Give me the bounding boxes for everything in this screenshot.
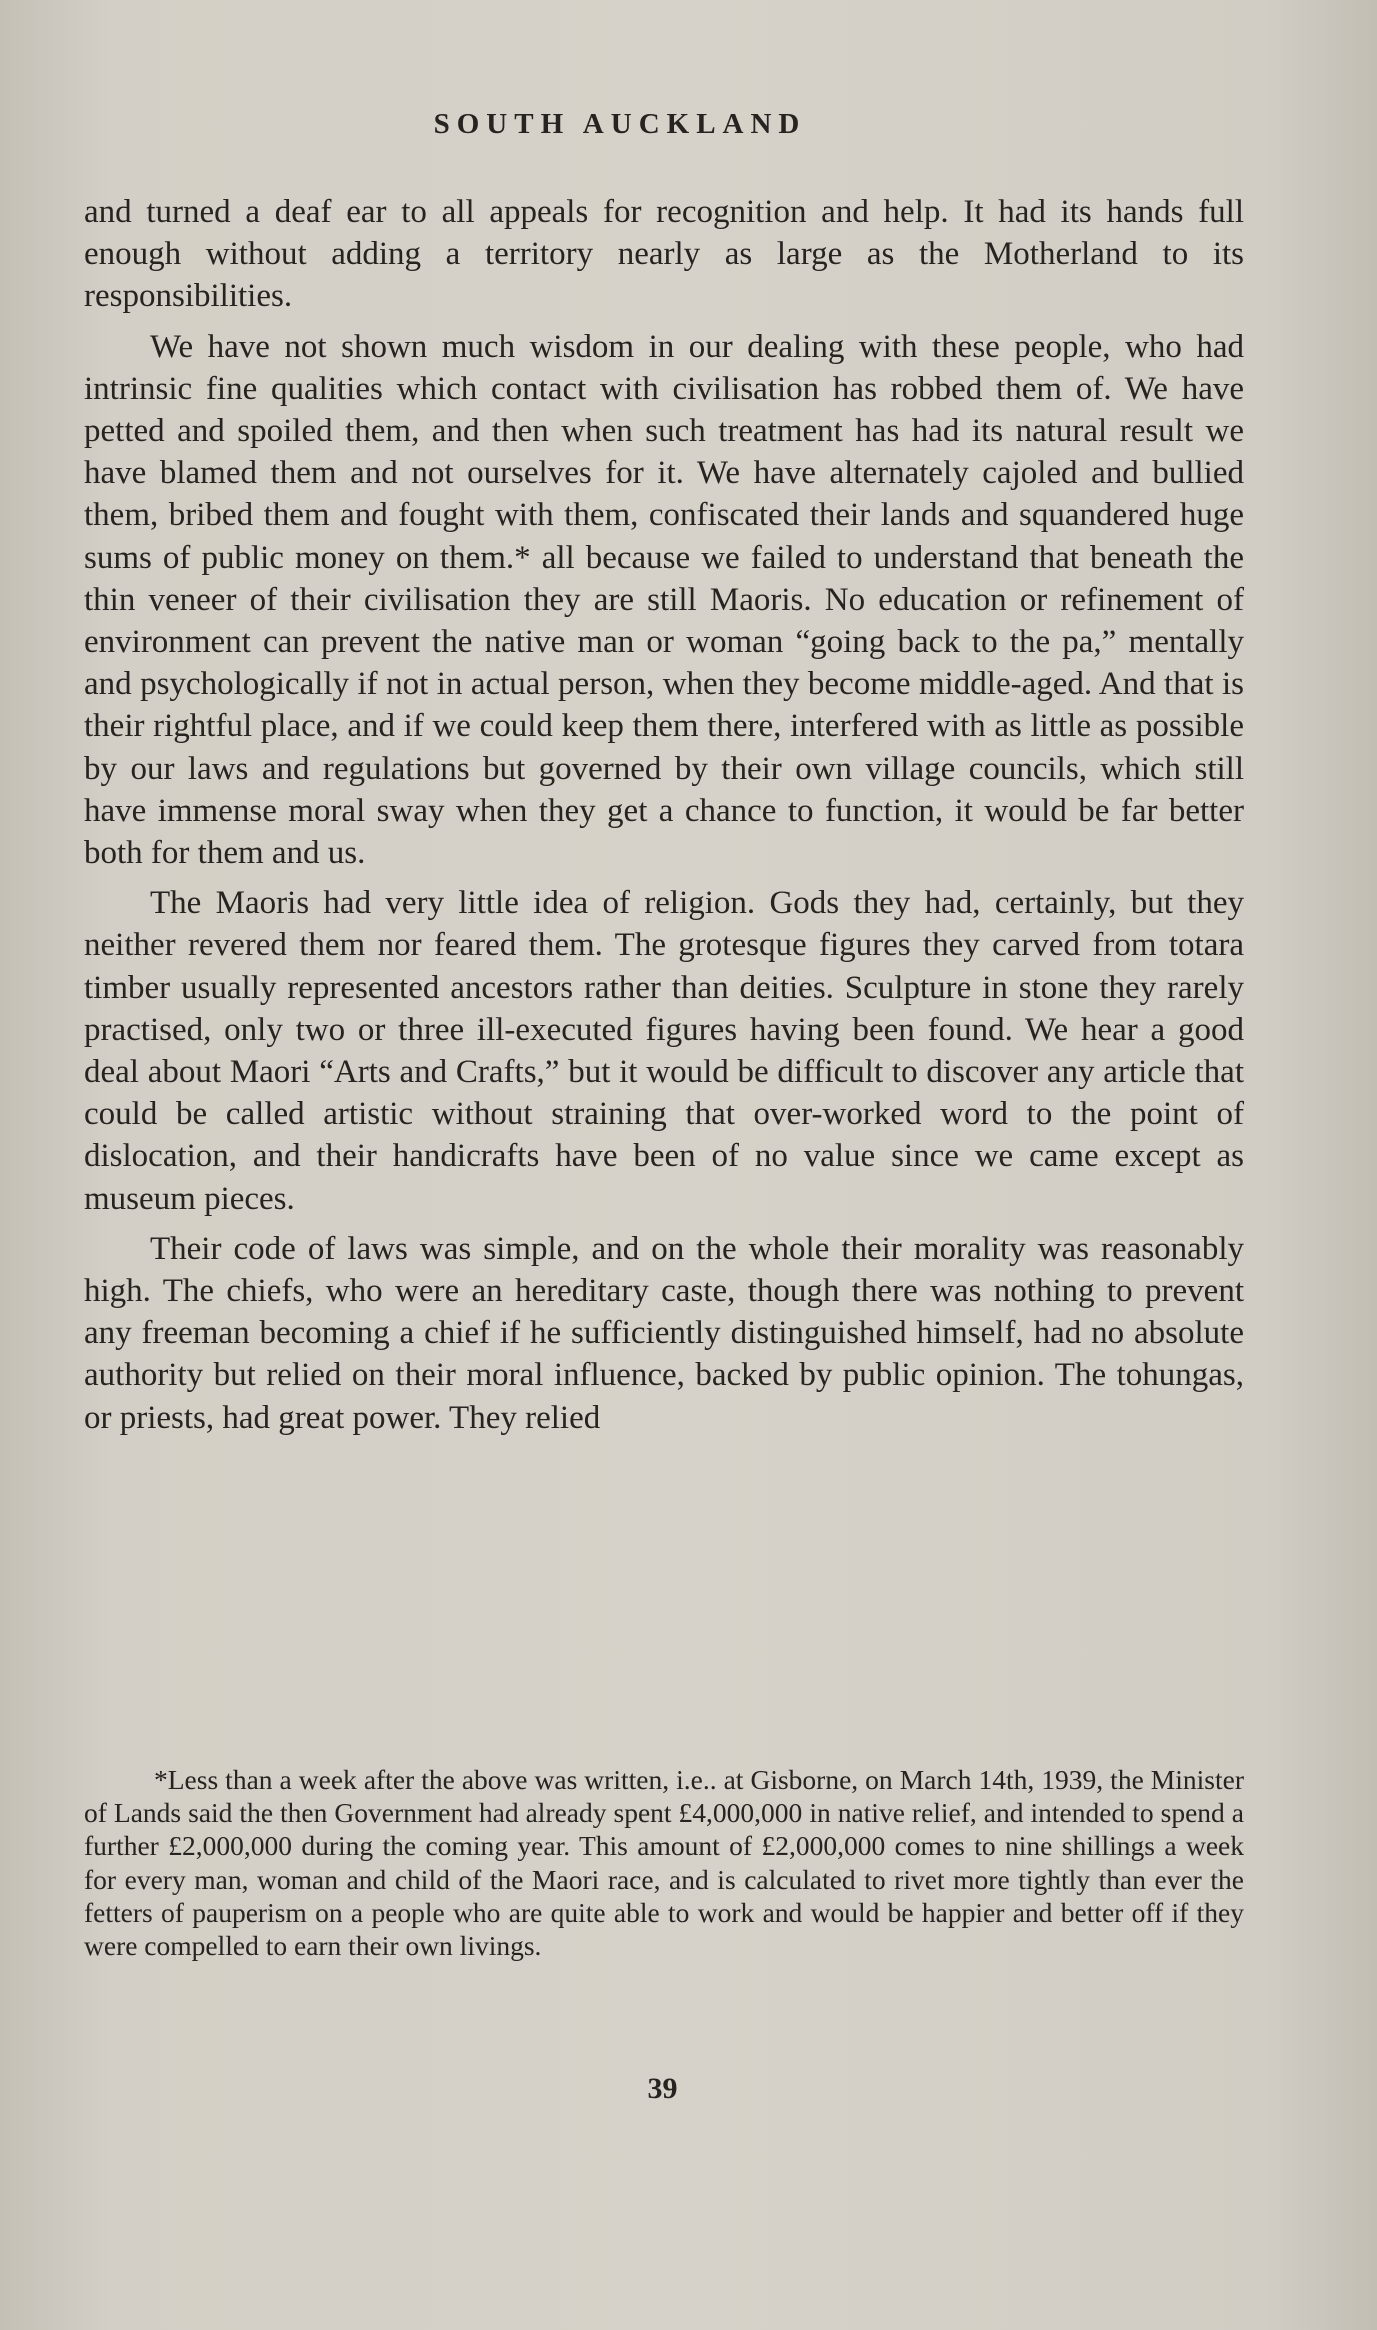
paragraph: The Maoris had very little idea of religion. Gods they had, certainly, but they neither revered them nor feared them. The grotesque figures they carved from totara timber usually represented ancestors rather than deities. Sculpture in stone they rarely practised, only two or three ill-executed figures having been found. We hear a good deal about Maori “Arts and Crafts,” but it would be difficult to discover any article that could be called artistic without straining that over-worked word to the point of dislocation, and their handicrafts have been of no value since we came except as museum pieces. xyxy=(84,885,1244,1217)
paragraph: We have not shown much wisdom in our dealing with these people, who had intrinsic fine qualities which contact with civilisation has robbed them of. We have petted and spoiled them, and then when such treatment has had its natural result we have blamed them and not ourselves for it. We have alternately cajoled and bullied them, bribed them and fought with them, confiscated their lands and squandered huge sums of public money on them.* all because we failed to understand that beneath the thin veneer of their civilisation they are still Maoris. No education or refinement of environment can prevent the native man or woman “going back to the pa,” mentally and psychologically if not in actual person, when they become middle-aged. And that is their rightful place, and if we could keep them there, interfered with as little as possible by our laws and regulations but governed by their own village councils, which still have immense moral sway when they get a chance to function, it would be far better both for them and us. xyxy=(84,328,1244,872)
running-head: SOUTH AUCKLAND xyxy=(433,108,807,140)
body-text xyxy=(84,191,1244,1447)
paragraph-continued: and turned a deaf ear to all appeals for recognition and help. It had its hands full enough without adding a territory nearly as large as the Motherland to its responsibilities. xyxy=(84,194,1244,315)
footnote xyxy=(84,1763,1244,1962)
paragraph: Their code of laws was simple, and on the whole their morality was reasonably high. The chiefs, who were an hereditary caste, though there was nothing to prevent any freeman becoming a chief if he sufficiently distinguished himself, had no absolute authority but relied on their moral influence, backed by public opinion. The tohungas, or priests, had great power. They relied xyxy=(84,1230,1244,1436)
footnote-text: *Less than a week after the above was written, i.e.. at Gisborne, on March 14th, 1939, the Minister of Lands said the then Government had already spent £4,000,000 in native relief, and intended to spend a further £2,000,000 during the coming year. This amount of £2,000,000 comes to nine shillings a week for every man, woman and child of the Maori race, and is calculated to rivet more tightly than ever the fetters of pauperism on a people who are quite able to work and would be happier and better off if they were compelled to earn their own livings. xyxy=(84,1764,1244,1962)
page-number: 39 xyxy=(647,2072,678,2105)
